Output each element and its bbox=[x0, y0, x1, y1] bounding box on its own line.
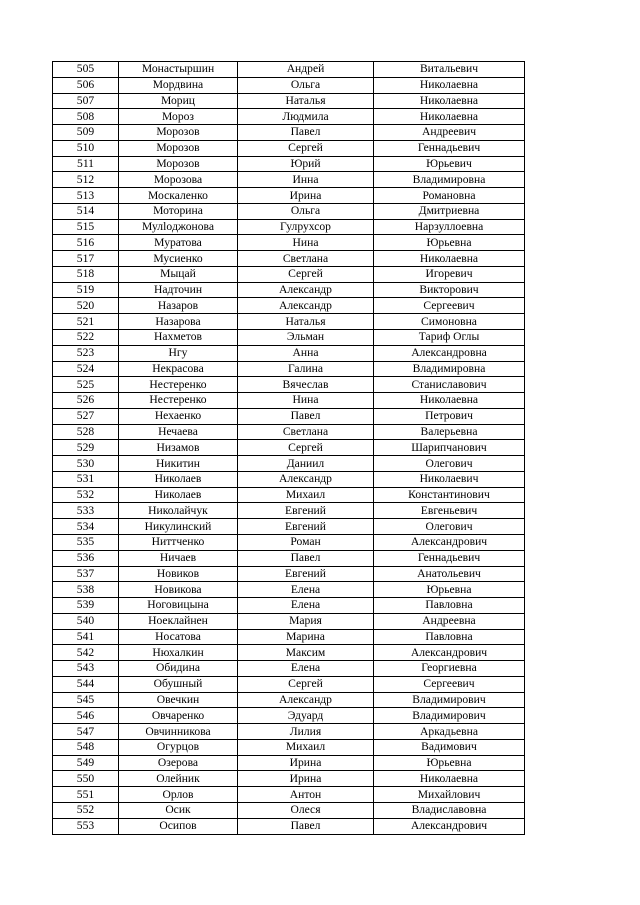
last-name-cell: Николаев bbox=[119, 487, 238, 503]
last-name-cell: Обидина bbox=[119, 661, 238, 677]
last-name-cell: Озерова bbox=[119, 755, 238, 771]
first-name-cell: Павел bbox=[238, 818, 374, 834]
row-number: 553 bbox=[53, 818, 119, 834]
patronymic-cell: Сергеевич bbox=[374, 298, 525, 314]
patronymic-cell: Геннадьевич bbox=[374, 140, 525, 156]
last-name-cell: Нехаенко bbox=[119, 408, 238, 424]
last-name-cell: Никитин bbox=[119, 456, 238, 472]
table-row bbox=[53, 203, 525, 219]
patronymic-cell: Владимировна bbox=[374, 172, 525, 188]
table-row bbox=[53, 566, 525, 582]
first-name-cell: Ирина bbox=[238, 755, 374, 771]
table-row bbox=[53, 456, 525, 472]
row-number: 512 bbox=[53, 172, 119, 188]
patronymic-cell: Шарипчанович bbox=[374, 440, 525, 456]
row-number: 517 bbox=[53, 251, 119, 267]
table-row bbox=[53, 188, 525, 204]
row-number: 547 bbox=[53, 724, 119, 740]
patronymic-cell: Николаевна bbox=[374, 77, 525, 93]
table-row bbox=[53, 393, 525, 409]
last-name-cell: Нахметов bbox=[119, 330, 238, 346]
patronymic-cell: Андреевич bbox=[374, 125, 525, 141]
first-name-cell: Евгений bbox=[238, 519, 374, 535]
table-row bbox=[53, 645, 525, 661]
row-number: 523 bbox=[53, 345, 119, 361]
first-name-cell: Эдуард bbox=[238, 708, 374, 724]
patronymic-cell: Николаевна bbox=[374, 251, 525, 267]
row-number: 513 bbox=[53, 188, 119, 204]
patronymic-cell: Валерьевна bbox=[374, 424, 525, 440]
patronymic-cell: Михайлович bbox=[374, 787, 525, 803]
first-name-cell: Людмила bbox=[238, 109, 374, 125]
row-number: 519 bbox=[53, 282, 119, 298]
last-name-cell: Мороз bbox=[119, 109, 238, 125]
table-row bbox=[53, 235, 525, 251]
first-name-cell: Олеся bbox=[238, 802, 374, 818]
row-number: 509 bbox=[53, 125, 119, 141]
patronymic-cell: Олегович bbox=[374, 519, 525, 535]
last-name-cell: Огурцов bbox=[119, 739, 238, 755]
first-name-cell: Мария bbox=[238, 613, 374, 629]
row-number: 527 bbox=[53, 408, 119, 424]
patronymic-cell: Николаевна bbox=[374, 771, 525, 787]
first-name-cell: Елена bbox=[238, 661, 374, 677]
row-number: 526 bbox=[53, 393, 119, 409]
last-name-cell: Мыцай bbox=[119, 266, 238, 282]
patronymic-cell: Николаевна bbox=[374, 393, 525, 409]
first-name-cell: Максим bbox=[238, 645, 374, 661]
patronymic-cell: Александрович bbox=[374, 534, 525, 550]
table-row bbox=[53, 377, 525, 393]
last-name-cell: Нечаева bbox=[119, 424, 238, 440]
patronymic-cell: Константинович bbox=[374, 487, 525, 503]
table-row bbox=[53, 771, 525, 787]
row-number: 507 bbox=[53, 93, 119, 109]
last-name-cell: Морозова bbox=[119, 172, 238, 188]
table-row bbox=[53, 93, 525, 109]
patronymic-cell: Владимирович bbox=[374, 692, 525, 708]
patronymic-cell: Романовна bbox=[374, 188, 525, 204]
first-name-cell: Ольга bbox=[238, 77, 374, 93]
first-name-cell: Анна bbox=[238, 345, 374, 361]
first-name-cell: Евгений bbox=[238, 503, 374, 519]
patronymic-cell: Евгеньевич bbox=[374, 503, 525, 519]
patronymic-cell: Симоновна bbox=[374, 314, 525, 330]
patronymic-cell: Александрович bbox=[374, 818, 525, 834]
row-number: 524 bbox=[53, 361, 119, 377]
table-row bbox=[53, 598, 525, 614]
first-name-cell: Эльман bbox=[238, 330, 374, 346]
table-row bbox=[53, 109, 525, 125]
patronymic-cell: Владимировна bbox=[374, 361, 525, 377]
table-row bbox=[53, 692, 525, 708]
table-row bbox=[53, 787, 525, 803]
last-name-cell: Морозов bbox=[119, 156, 238, 172]
last-name-cell: Осик bbox=[119, 802, 238, 818]
patronymic-cell: Викторович bbox=[374, 282, 525, 298]
last-name-cell: Моторина bbox=[119, 203, 238, 219]
table-row bbox=[53, 503, 525, 519]
table-row bbox=[53, 739, 525, 755]
row-number: 533 bbox=[53, 503, 119, 519]
table-row bbox=[53, 629, 525, 645]
row-number: 515 bbox=[53, 219, 119, 235]
row-number: 551 bbox=[53, 787, 119, 803]
patronymic-cell: Юрьевна bbox=[374, 755, 525, 771]
table-row bbox=[53, 708, 525, 724]
table-row bbox=[53, 140, 525, 156]
patronymic-cell: Александровна bbox=[374, 345, 525, 361]
table-row bbox=[53, 582, 525, 598]
first-name-cell: Андрей bbox=[238, 62, 374, 78]
last-name-cell: Надточин bbox=[119, 282, 238, 298]
row-number: 530 bbox=[53, 456, 119, 472]
row-number: 534 bbox=[53, 519, 119, 535]
patronymic-cell: Сергеевич bbox=[374, 676, 525, 692]
last-name-cell: Никулинский bbox=[119, 519, 238, 535]
first-name-cell: Гулрухсор bbox=[238, 219, 374, 235]
row-number: 535 bbox=[53, 534, 119, 550]
first-name-cell: Марина bbox=[238, 629, 374, 645]
patronymic-cell: Петрович bbox=[374, 408, 525, 424]
row-number: 514 bbox=[53, 203, 119, 219]
table-row bbox=[53, 345, 525, 361]
row-number: 522 bbox=[53, 330, 119, 346]
table-row bbox=[53, 613, 525, 629]
row-number: 531 bbox=[53, 471, 119, 487]
row-number: 521 bbox=[53, 314, 119, 330]
patronymic-cell: Юрьевич bbox=[374, 156, 525, 172]
patronymic-cell: Юрьевна bbox=[374, 235, 525, 251]
first-name-cell: Александр bbox=[238, 471, 374, 487]
first-name-cell: Даниил bbox=[238, 456, 374, 472]
table-row bbox=[53, 440, 525, 456]
last-name-cell: Ниттченко bbox=[119, 534, 238, 550]
last-name-cell: Мулloджонова bbox=[119, 219, 238, 235]
first-name-cell: Нина bbox=[238, 235, 374, 251]
table-row bbox=[53, 125, 525, 141]
last-name-cell: Назаров bbox=[119, 298, 238, 314]
row-number: 538 bbox=[53, 582, 119, 598]
last-name-cell: Морозов bbox=[119, 125, 238, 141]
first-name-cell: Александр bbox=[238, 282, 374, 298]
row-number: 511 bbox=[53, 156, 119, 172]
table-row bbox=[53, 77, 525, 93]
first-name-cell: Сергей bbox=[238, 676, 374, 692]
first-name-cell: Светлана bbox=[238, 251, 374, 267]
first-name-cell: Евгений bbox=[238, 566, 374, 582]
table-row bbox=[53, 282, 525, 298]
first-name-cell: Александр bbox=[238, 692, 374, 708]
patronymic-cell: Николаевна bbox=[374, 93, 525, 109]
last-name-cell: Обушный bbox=[119, 676, 238, 692]
row-number: 505 bbox=[53, 62, 119, 78]
patronymic-cell: Павловна bbox=[374, 598, 525, 614]
last-name-cell: Овчаренко bbox=[119, 708, 238, 724]
row-number: 529 bbox=[53, 440, 119, 456]
last-name-cell: Новиков bbox=[119, 566, 238, 582]
row-number: 516 bbox=[53, 235, 119, 251]
first-name-cell: Антон bbox=[238, 787, 374, 803]
row-number: 548 bbox=[53, 739, 119, 755]
table-row bbox=[53, 802, 525, 818]
first-name-cell: Сергей bbox=[238, 440, 374, 456]
first-name-cell: Александр bbox=[238, 298, 374, 314]
patronymic-cell: Павловна bbox=[374, 629, 525, 645]
first-name-cell: Роман bbox=[238, 534, 374, 550]
row-number: 508 bbox=[53, 109, 119, 125]
row-number: 520 bbox=[53, 298, 119, 314]
row-number: 532 bbox=[53, 487, 119, 503]
row-number: 537 bbox=[53, 566, 119, 582]
first-name-cell: Нина bbox=[238, 393, 374, 409]
patronymic-cell: Олегович bbox=[374, 456, 525, 472]
patronymic-cell: Игоревич bbox=[374, 266, 525, 282]
row-number: 552 bbox=[53, 802, 119, 818]
last-name-cell: Николаев bbox=[119, 471, 238, 487]
table-row bbox=[53, 519, 525, 535]
first-name-cell: Галина bbox=[238, 361, 374, 377]
row-number: 545 bbox=[53, 692, 119, 708]
first-name-cell: Павел bbox=[238, 550, 374, 566]
table-row bbox=[53, 661, 525, 677]
patronymic-cell: Анатольевич bbox=[374, 566, 525, 582]
patronymic-cell: Витальевич bbox=[374, 62, 525, 78]
patronymic-cell: Николаевич bbox=[374, 471, 525, 487]
row-number: 539 bbox=[53, 598, 119, 614]
last-name-cell: Николайчук bbox=[119, 503, 238, 519]
patronymic-cell: Нарзуллоевна bbox=[374, 219, 525, 235]
table-row bbox=[53, 471, 525, 487]
patronymic-cell: Геннадьевич bbox=[374, 550, 525, 566]
roster-table bbox=[52, 61, 525, 835]
first-name-cell: Вячеслав bbox=[238, 377, 374, 393]
table-row bbox=[53, 534, 525, 550]
first-name-cell: Наталья bbox=[238, 314, 374, 330]
table-row bbox=[53, 156, 525, 172]
patronymic-cell: Владиславовна bbox=[374, 802, 525, 818]
patronymic-cell: Андреевна bbox=[374, 613, 525, 629]
last-name-cell: Носатова bbox=[119, 629, 238, 645]
table-row bbox=[53, 424, 525, 440]
last-name-cell: Осипов bbox=[119, 818, 238, 834]
first-name-cell: Елена bbox=[238, 582, 374, 598]
table-row bbox=[53, 62, 525, 78]
last-name-cell: Назарова bbox=[119, 314, 238, 330]
row-number: 528 bbox=[53, 424, 119, 440]
table-row bbox=[53, 219, 525, 235]
patronymic-cell: Владимирович bbox=[374, 708, 525, 724]
first-name-cell: Инна bbox=[238, 172, 374, 188]
table-row bbox=[53, 330, 525, 346]
last-name-cell: Овчинникова bbox=[119, 724, 238, 740]
last-name-cell: Ноговицына bbox=[119, 598, 238, 614]
row-number: 546 bbox=[53, 708, 119, 724]
row-number: 536 bbox=[53, 550, 119, 566]
first-name-cell: Наталья bbox=[238, 93, 374, 109]
last-name-cell: Морозов bbox=[119, 140, 238, 156]
roster-table-body bbox=[53, 62, 525, 835]
patronymic-cell: Тариф Оглы bbox=[374, 330, 525, 346]
table-row bbox=[53, 676, 525, 692]
table-row bbox=[53, 755, 525, 771]
row-number: 550 bbox=[53, 771, 119, 787]
row-number: 540 bbox=[53, 613, 119, 629]
table-row bbox=[53, 251, 525, 267]
table-row bbox=[53, 314, 525, 330]
table-row bbox=[53, 818, 525, 834]
last-name-cell: Москаленко bbox=[119, 188, 238, 204]
row-number: 543 bbox=[53, 661, 119, 677]
last-name-cell: Нгу bbox=[119, 345, 238, 361]
last-name-cell: Мусиенко bbox=[119, 251, 238, 267]
last-name-cell: Муратова bbox=[119, 235, 238, 251]
last-name-cell: Орлов bbox=[119, 787, 238, 803]
first-name-cell: Павел bbox=[238, 408, 374, 424]
first-name-cell: Сергей bbox=[238, 140, 374, 156]
last-name-cell: Монастыршин bbox=[119, 62, 238, 78]
patronymic-cell: Вадимович bbox=[374, 739, 525, 755]
last-name-cell: Олейник bbox=[119, 771, 238, 787]
patronymic-cell: Юрьевна bbox=[374, 582, 525, 598]
row-number: 510 bbox=[53, 140, 119, 156]
table-row bbox=[53, 361, 525, 377]
table-row bbox=[53, 724, 525, 740]
row-number: 544 bbox=[53, 676, 119, 692]
table-row bbox=[53, 487, 525, 503]
patronymic-cell: Станиславович bbox=[374, 377, 525, 393]
last-name-cell: Мордвина bbox=[119, 77, 238, 93]
last-name-cell: Низамов bbox=[119, 440, 238, 456]
last-name-cell: Новикова bbox=[119, 582, 238, 598]
first-name-cell: Михаил bbox=[238, 487, 374, 503]
last-name-cell: Нестеренко bbox=[119, 377, 238, 393]
patronymic-cell: Дмитриевна bbox=[374, 203, 525, 219]
first-name-cell: Сергей bbox=[238, 266, 374, 282]
last-name-cell: Мориц bbox=[119, 93, 238, 109]
last-name-cell: Овечкин bbox=[119, 692, 238, 708]
row-number: 525 bbox=[53, 377, 119, 393]
row-number: 506 bbox=[53, 77, 119, 93]
first-name-cell: Михаил bbox=[238, 739, 374, 755]
patronymic-cell: Александрович bbox=[374, 645, 525, 661]
row-number: 549 bbox=[53, 755, 119, 771]
row-number: 542 bbox=[53, 645, 119, 661]
first-name-cell: Елена bbox=[238, 598, 374, 614]
patronymic-cell: Георгиевна bbox=[374, 661, 525, 677]
first-name-cell: Павел bbox=[238, 125, 374, 141]
patronymic-cell: Николаевна bbox=[374, 109, 525, 125]
table-row bbox=[53, 298, 525, 314]
first-name-cell: Ольга bbox=[238, 203, 374, 219]
first-name-cell: Юрий bbox=[238, 156, 374, 172]
last-name-cell: Нестеренко bbox=[119, 393, 238, 409]
patronymic-cell: Аркадьевна bbox=[374, 724, 525, 740]
last-name-cell: Ничаев bbox=[119, 550, 238, 566]
first-name-cell: Ирина bbox=[238, 771, 374, 787]
last-name-cell: Некрасова bbox=[119, 361, 238, 377]
first-name-cell: Светлана bbox=[238, 424, 374, 440]
roster-sheet bbox=[52, 61, 525, 835]
row-number: 518 bbox=[53, 266, 119, 282]
table-row bbox=[53, 408, 525, 424]
first-name-cell: Лилия bbox=[238, 724, 374, 740]
first-name-cell: Ирина bbox=[238, 188, 374, 204]
last-name-cell: Ноеклайнен bbox=[119, 613, 238, 629]
row-number: 541 bbox=[53, 629, 119, 645]
table-row bbox=[53, 266, 525, 282]
table-row bbox=[53, 172, 525, 188]
table-row bbox=[53, 550, 525, 566]
last-name-cell: Нюхалкин bbox=[119, 645, 238, 661]
